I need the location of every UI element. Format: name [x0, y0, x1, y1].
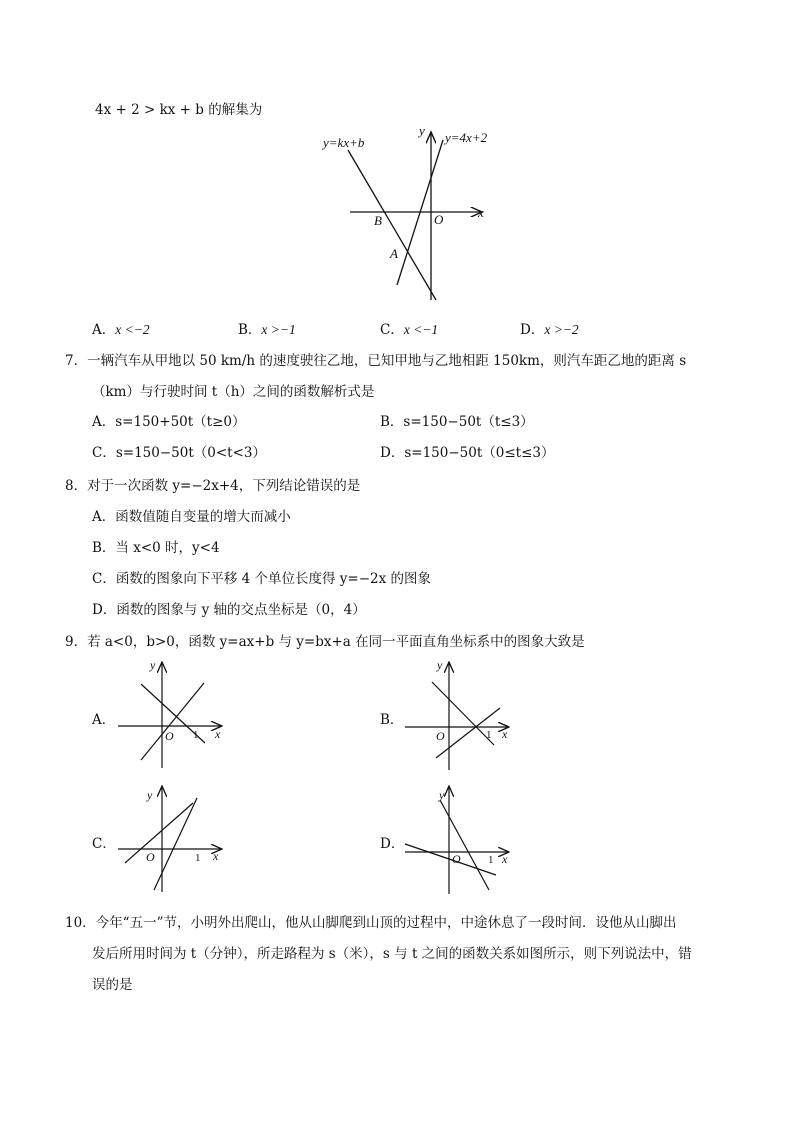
- q6-point-b: B: [374, 213, 382, 228]
- svg-text:y: y: [147, 788, 153, 802]
- q8-option-d[interactable]: D．函数的图象与 y 轴的交点坐标是（0，4）: [92, 602, 366, 618]
- q6-option-d[interactable]: D．x >−2: [520, 322, 579, 338]
- q9-graph-b[interactable]: [405, 658, 509, 770]
- q6-point-a: A: [390, 246, 398, 261]
- q7-option-d[interactable]: D．s=150−50t（0≤t≤3）: [380, 445, 555, 461]
- svg-text:O: O: [452, 852, 461, 866]
- q9-option-b-letter[interactable]: B．: [380, 712, 404, 728]
- svg-text:x: x: [502, 727, 508, 741]
- svg-text:x: x: [215, 727, 221, 741]
- q10-stem-line1: 10．今年“五一”节，小明外出爬山，他从山脚爬到山顶的过程中，中途休息了一段时间．设他从山脚出: [65, 915, 677, 931]
- q8-option-b[interactable]: B．当 x<0 时，y<4: [92, 540, 220, 556]
- q8-option-c[interactable]: C．函数的图象向下平移 4 个单位长度得 y=−2x 的图象: [92, 571, 432, 587]
- q6-option-b[interactable]: B．x >−1: [238, 322, 296, 338]
- q6-label-kx-b: y=kx+b: [323, 135, 365, 150]
- svg-text:1: 1: [488, 854, 494, 866]
- svg-text:y: y: [150, 658, 156, 672]
- q6-label-4x-2: y=4x+2: [445, 130, 488, 145]
- q7-option-b[interactable]: B．s=150−50t（t≤3）: [380, 414, 534, 430]
- q6-stem: 4x + 2 > kx + b 的解集为: [95, 102, 263, 118]
- q6-option-a[interactable]: A．x <−2: [92, 322, 150, 338]
- q10-stem-line3: 误的是: [92, 977, 133, 993]
- q9-stem: 9．若 a<0，b>0，函数 y=ax+b 与 y=bx+a 在同一平面直角坐标系中的图象大致是: [65, 634, 585, 650]
- q10-stem-line2: 发后所用时间为 t（分钟），所走路程为 s（米），s 与 t 之间的函数关系如图所示，则下列说法中，错: [92, 946, 692, 962]
- q9-option-d-letter[interactable]: D．: [380, 836, 405, 852]
- q8-stem: 8．对于一次函数 y=−2x+4，下列结论错误的是: [65, 478, 361, 494]
- svg-text:x: x: [213, 849, 219, 863]
- q6-point-o: O: [434, 212, 444, 227]
- q7-stem-line1: 7．一辆汽车从甲地以 50 km/h 的速度驶往乙地，已知甲地与乙地相距 150km，则汽车距乙地的距离 s: [65, 353, 687, 369]
- q7-option-c[interactable]: C．s=150−50t（0<t<3）: [92, 445, 266, 461]
- q6-x-label: x: [478, 205, 484, 220]
- svg-text:1: 1: [195, 852, 201, 864]
- svg-text:O: O: [165, 729, 174, 743]
- svg-text:O: O: [436, 729, 445, 743]
- q9-graph-a[interactable]: [118, 658, 222, 768]
- q7-stem-line2: （km）与行驶时间 t（h）之间的函数解析式是: [92, 384, 375, 400]
- svg-text:y: y: [437, 658, 443, 672]
- q9-graph-d[interactable]: [405, 786, 509, 894]
- q6-y-label: y: [419, 123, 425, 138]
- q7-option-a[interactable]: A．s=150+50t（t≥0）: [92, 414, 246, 430]
- q6-option-c[interactable]: C．x <−1: [380, 322, 439, 338]
- q9-option-a-letter[interactable]: A．: [92, 712, 116, 728]
- svg-text:O: O: [146, 850, 155, 864]
- q9-graph-c[interactable]: [118, 786, 222, 892]
- q9-option-c-letter[interactable]: C．: [92, 836, 116, 852]
- svg-text:y: y: [439, 788, 445, 802]
- q8-option-a[interactable]: A．函数值随自变量的增大而减小: [92, 509, 291, 525]
- svg-text:1: 1: [193, 729, 199, 741]
- svg-text:x: x: [502, 852, 508, 866]
- svg-text:1: 1: [486, 729, 492, 741]
